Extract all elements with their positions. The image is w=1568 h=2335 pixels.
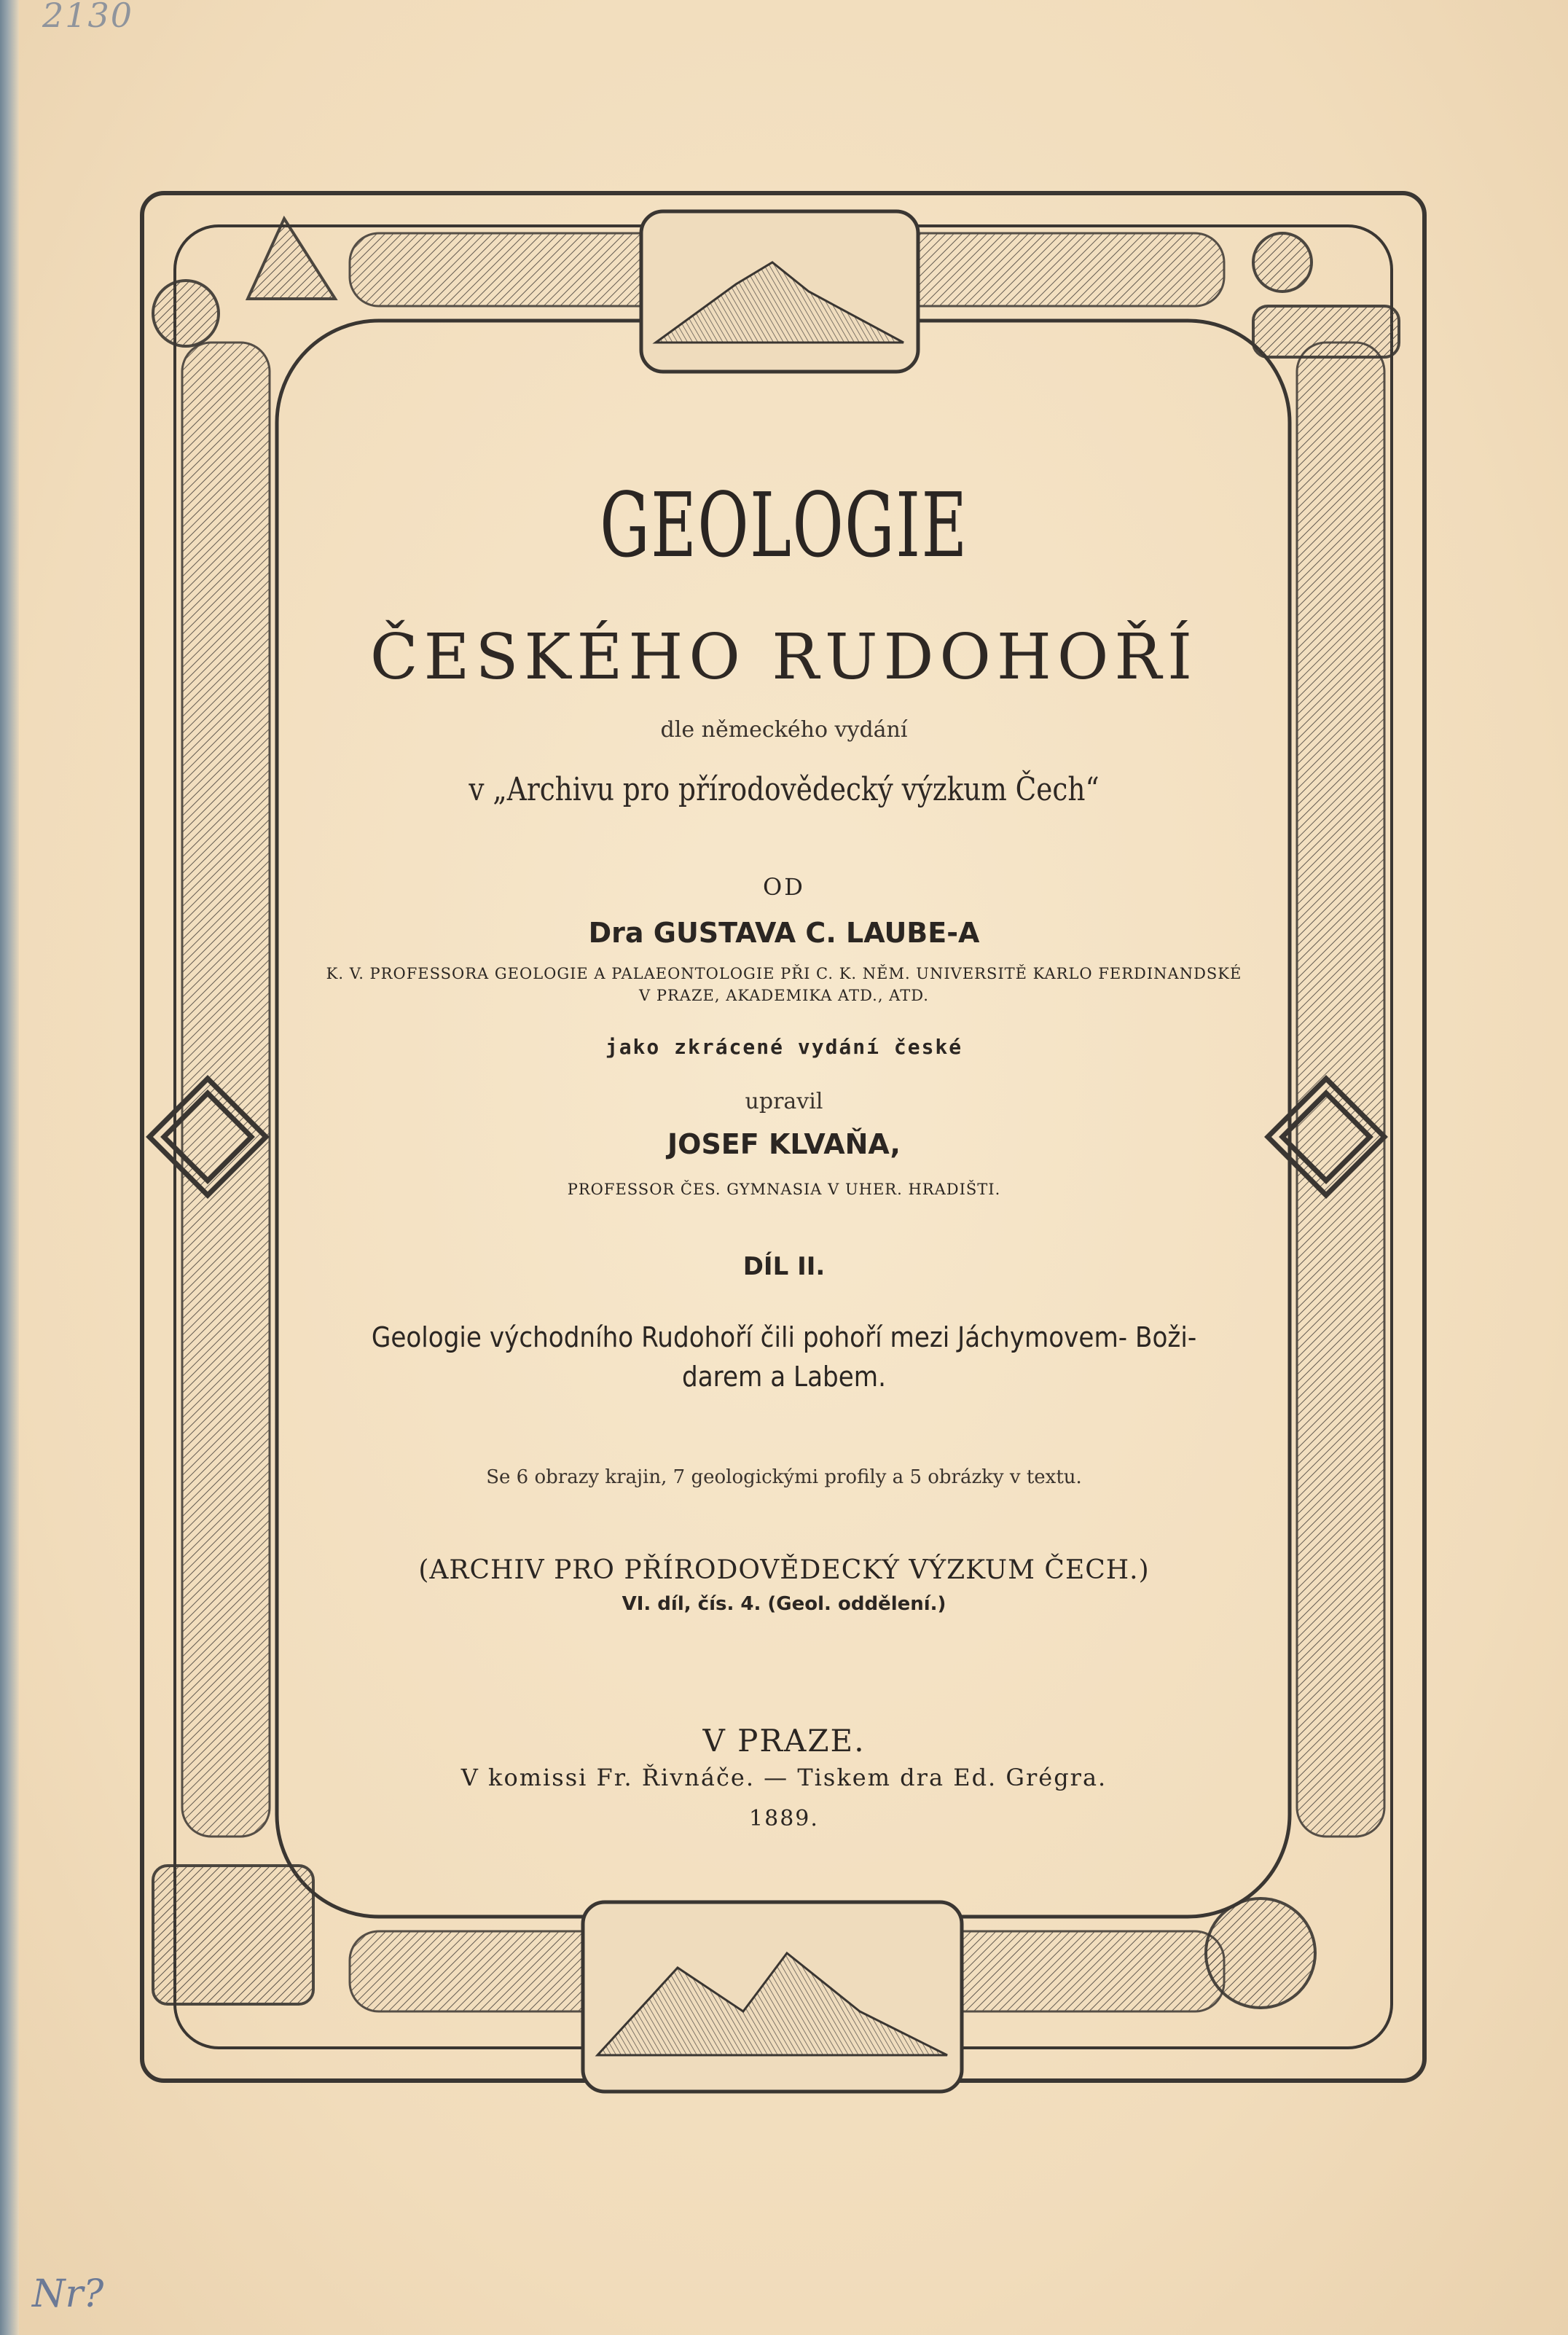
edited-by-label: upravil <box>745 1089 823 1114</box>
illustrations-note: Se 6 obrazy krajin, 7 geologickými profily a 5 obrázky v textu. <box>486 1466 1082 1488</box>
author-name: Dra GUSTAVA C. LAUBE-A <box>588 917 980 949</box>
part-number: DÍL II. <box>742 1252 826 1281</box>
archiv-source: v „Archivu pro přírodovědecký výzkum Čech“ <box>469 771 1099 808</box>
bottom-mountain-vignette <box>583 1902 962 2092</box>
volume-info: VI. díl, čís. 4. (Geol. oddělení.) <box>622 1593 946 1615</box>
author-title-line-2: V PRAZE, AKADEMIKA ATD., ATD. <box>639 987 929 1004</box>
subject-line-2: darem a Labem. <box>682 1361 886 1393</box>
publication-year: 1889. <box>749 1806 819 1831</box>
od-label: OD <box>763 873 805 901</box>
editor-name: JOSEF KLVAŇA, <box>667 1128 901 1160</box>
page-subtitle: ČESKÉHO RUDOHOŘÍ <box>369 621 1199 694</box>
page-title: GEOLOGIE <box>600 474 968 577</box>
handwritten-corner-mark: Nr? <box>32 2272 104 2316</box>
top-mountain-vignette <box>641 211 918 372</box>
edition-note: jako zkrácené vydání české <box>605 1035 963 1059</box>
subject-line-1: Geologie východního Rudohoří čili pohoří mezi Jáchymovem- Boži- <box>371 1321 1197 1353</box>
publication-city: V PRAZE. <box>702 1723 866 1759</box>
german-edition-note: dle německého vydání <box>660 717 908 743</box>
editor-title: PROFESSOR ČES. GYMNASIA V UHER. HRADIŠTI. <box>567 1181 1001 1198</box>
handwritten-shelf-number: 2130 <box>42 0 134 35</box>
author-title-line-1: K. V. PROFESSORA GEOLOGIE A PALAEONTOLOGIE PŘI C. K. NĚM. UNIVERSITĚ KARLO FERDINANDSKÉ <box>326 965 1242 982</box>
series-title: (ARCHIV PRO PŘÍRODOVĚDECKÝ VÝZKUM ČECH.) <box>418 1555 1150 1585</box>
publisher-line: V komissi Fr. Řivnáče. — Tiskem dra Ed. Grégra. <box>460 1764 1108 1791</box>
